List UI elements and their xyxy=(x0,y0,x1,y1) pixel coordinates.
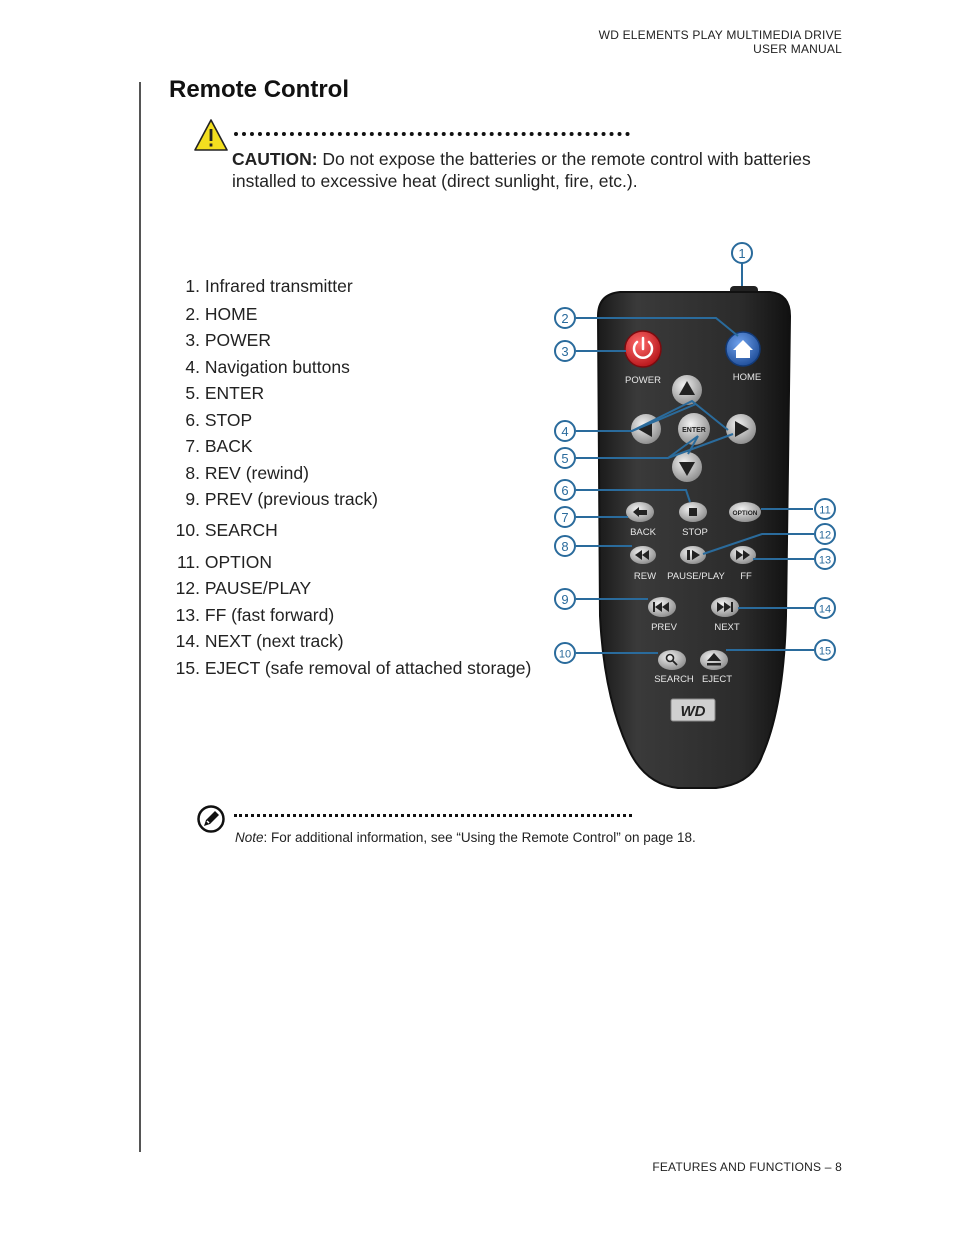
page-title: Remote Control xyxy=(169,76,349,103)
svg-text:14: 14 xyxy=(818,603,832,616)
left-margin-rule xyxy=(139,82,141,1152)
stop-icon xyxy=(689,508,697,516)
caution-message xyxy=(232,148,852,192)
list-item: 11. OPTION xyxy=(176,552,272,572)
list-item: 8. REV (rewind) xyxy=(185,463,309,483)
list-item: 4. Navigation buttons xyxy=(185,357,350,377)
caution-divider xyxy=(234,132,630,136)
enter-label: ENTER xyxy=(682,427,706,434)
list-item: 13. FF (fast forward) xyxy=(175,605,335,625)
list-item: 10. SEARCH xyxy=(175,520,278,540)
caution-label: CAUTION: xyxy=(232,149,318,169)
svg-text:6: 6 xyxy=(561,483,569,498)
svg-text:7: 7 xyxy=(561,510,569,525)
page-header xyxy=(599,28,842,56)
eject-label: EJECT xyxy=(701,674,733,685)
stop-label: STOP xyxy=(682,527,708,538)
pause-play-label: PAUSE/PLAY xyxy=(667,571,725,582)
next-label: NEXT xyxy=(714,622,740,633)
svg-text:9: 9 xyxy=(561,592,569,607)
svg-text:10: 10 xyxy=(558,648,572,661)
svg-text:11: 11 xyxy=(819,504,831,517)
pause-play-icon xyxy=(687,550,690,560)
list-item: 2. HOME xyxy=(185,304,258,324)
svg-text:12: 12 xyxy=(818,529,832,542)
svg-text:15: 15 xyxy=(818,645,832,658)
list-item: 9. PREV (previous track) xyxy=(185,489,378,509)
list-item: 6. STOP xyxy=(185,410,253,430)
back-label: BACK xyxy=(630,527,656,538)
svg-text:5: 5 xyxy=(561,451,569,466)
caution-icon xyxy=(193,118,229,152)
search-label: SEARCH xyxy=(654,674,694,685)
option-label: OPTION xyxy=(732,510,758,517)
svg-text:2: 2 xyxy=(561,311,569,326)
remote-control-figure xyxy=(548,236,848,796)
note-body: : For additional information, see “Using the Remote Control” on page 18. xyxy=(263,830,696,845)
svg-text:WD: WD xyxy=(680,703,706,720)
list-item: 15. EJECT (safe removal of attached storage) xyxy=(175,658,532,678)
svg-text:1: 1 xyxy=(738,246,746,261)
svg-text:8: 8 xyxy=(561,539,569,554)
note-label: Note xyxy=(235,830,264,845)
home-label: HOME xyxy=(732,372,762,383)
list-item: 12. PAUSE/PLAY xyxy=(175,578,312,598)
note-divider xyxy=(234,814,632,817)
page-footer: FEATURES AND FUNCTIONS – 8 xyxy=(652,1160,842,1174)
list-item: 14. NEXT (next track) xyxy=(175,631,344,651)
svg-text:13: 13 xyxy=(818,554,832,567)
list-item: 1. Infrared transmitter xyxy=(185,276,353,296)
list-item: 5. ENTER xyxy=(185,383,265,403)
rew-label: REW xyxy=(633,571,657,582)
header-line-1: WD ELEMENTS PLAY MULTIMEDIA DRIVE xyxy=(598,28,842,42)
power-label: POWER xyxy=(625,375,661,386)
list-item: 3. POWER xyxy=(185,330,271,350)
caution-body: Do not expose the batteries or the remote control with batteries installed to excessive heat (direct sunlight, fire, etc.). xyxy=(232,149,811,191)
note-message xyxy=(235,830,696,845)
prev-icon xyxy=(653,602,655,612)
prev-label: PREV xyxy=(651,622,677,633)
svg-text:3: 3 xyxy=(561,344,569,359)
list-item: 7. BACK xyxy=(185,436,253,456)
svg-text:4: 4 xyxy=(561,424,569,439)
header-line-2: USER MANUAL xyxy=(753,42,842,56)
ff-label: FF xyxy=(740,571,752,582)
note-pencil-icon xyxy=(196,804,226,834)
